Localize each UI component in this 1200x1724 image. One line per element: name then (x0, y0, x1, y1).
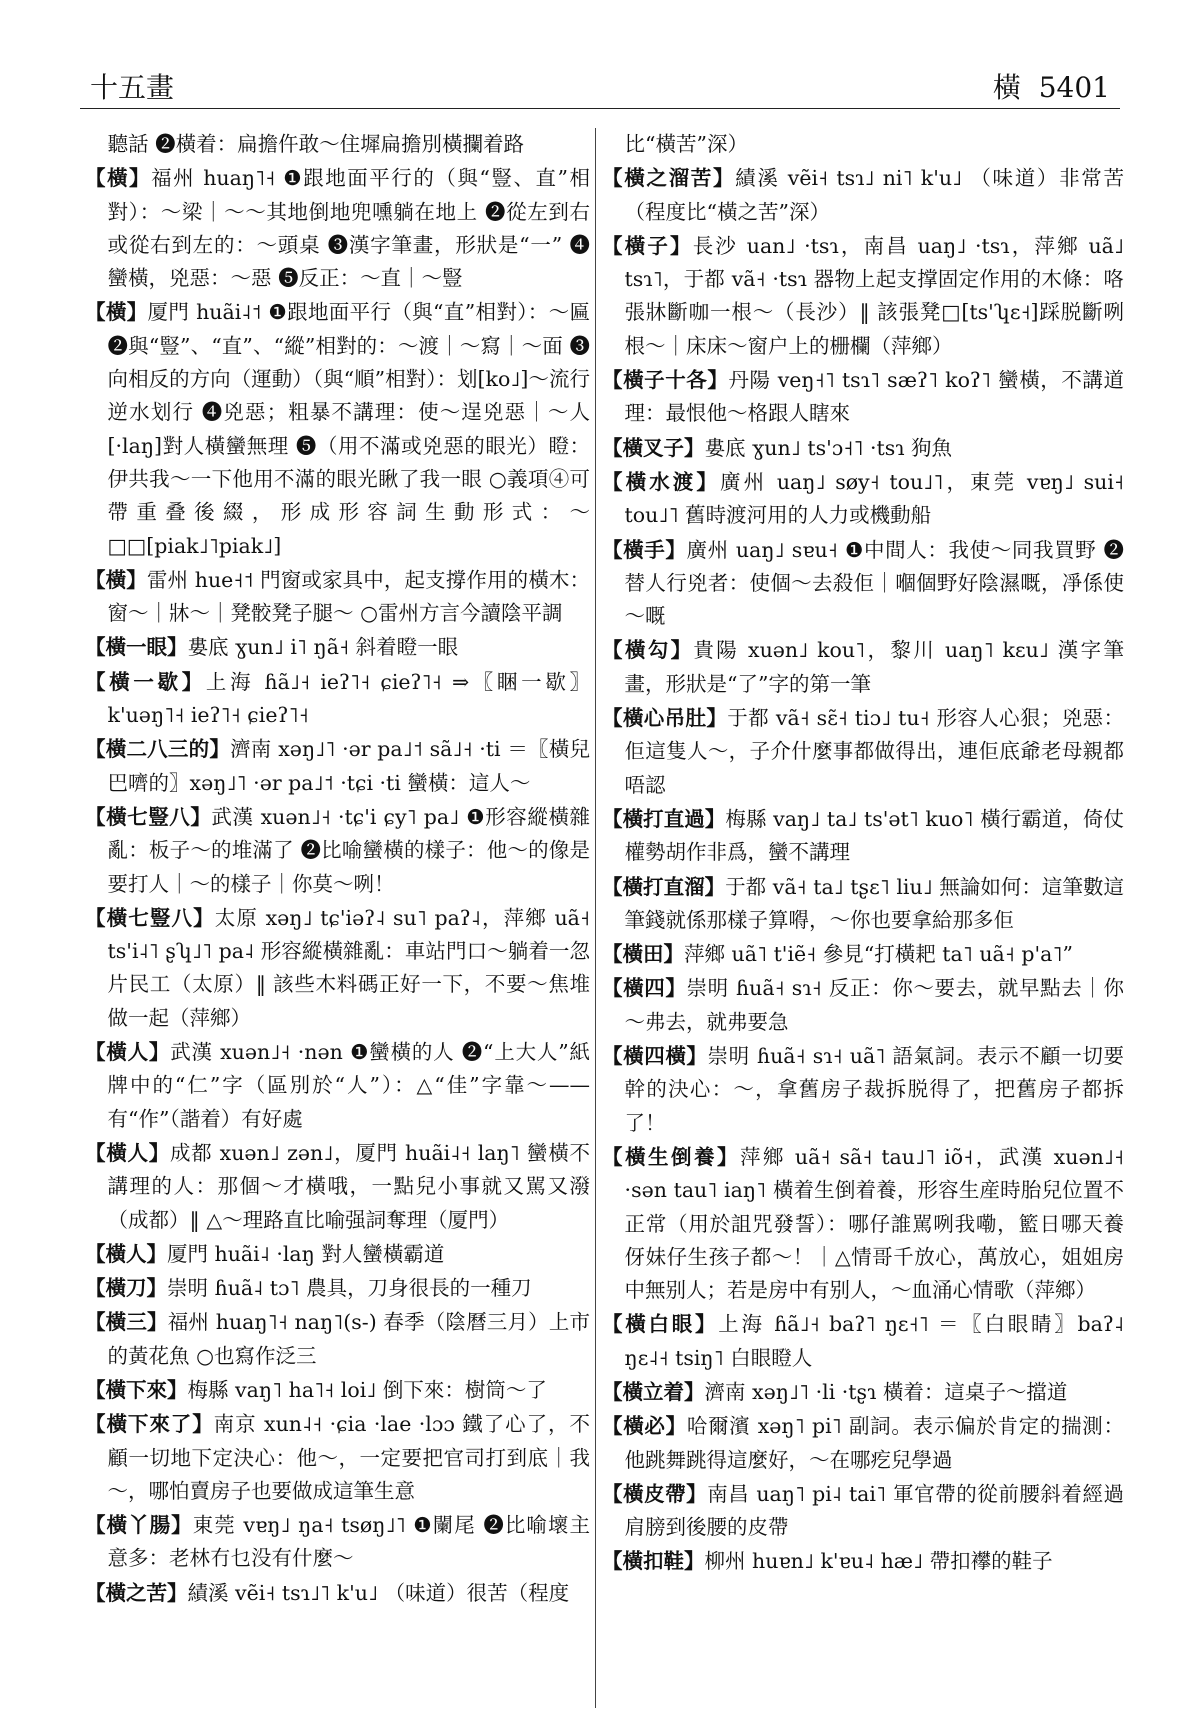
dictionary-entry (602, 162, 1124, 229)
entry-definition: 南昌 uaŋ˥ pi˨ tai˥ 軍官帶的從前腰斜着經過肩膀到後腰的皮帶 (624, 1481, 1124, 1540)
dictionary-entry (602, 128, 1124, 161)
entry-headword: 【橫下來】 (85, 1377, 188, 1402)
entry-definition: 哈爾濱 xəŋ˥ pi˥ 副詞。表示偏於肯定的揣測：他跳舞跳得這麼好，～在哪疙兒學過 (624, 1414, 1124, 1472)
dictionary-entry (602, 1376, 1124, 1409)
dictionary-entry (602, 364, 1124, 431)
entry-headword: 【橫四】 (602, 976, 687, 1001)
dictionary-entry (85, 1238, 590, 1271)
entry-headword: 【橫一眼】 (85, 635, 188, 660)
entry-definition: 崇明 ɦuã˧ sɿ˧ 反正：你～要去，就早點去｜你～弗去，就弗要急 (624, 976, 1124, 1034)
entry-headword: 【橫之苦】 (85, 1580, 188, 1605)
dictionary-entry (602, 938, 1124, 971)
entry-headword: 【橫二八三的】 (85, 737, 231, 762)
entry-headword: 【橫之溜苦】 (602, 166, 736, 191)
entry-definition: 丹陽 veŋ˧˥ tsɿ˥ sæʔ˥ koʔ˥ 蠻橫，不講道理：最恨他～格跟人瞎來 (624, 368, 1124, 426)
entry-headword: 【橫子十各】 (602, 368, 729, 393)
entry-headword: 【橫白眼】 (602, 1312, 719, 1337)
entry-headword: 【橫田】 (602, 942, 684, 967)
entry-definition: 武漢 xuən˩˧ ·tɕ'i ɕy˥ pa˩ ❶形容縱橫雜亂：板子～的堆滿了 ❷比喻蠻橫的樣子：他～的像是要打人｜～的樣子｜你莫～咧！ (107, 804, 590, 896)
dictionary-entry (602, 1410, 1124, 1477)
entry-headword: 【橫手】 (602, 537, 687, 562)
dictionary-entry (602, 534, 1124, 634)
entry-definition: 崇明 ɦuã˨ tɔ˥ 農具，刀身很長的一種刀 (167, 1276, 532, 1301)
dictionary-entry (85, 1509, 590, 1576)
entry-definition: 于都 vã˧ ta˩ tʂɛ˥ liu˩ 無論如何：這筆數這筆錢就係那樣子算嘚，～你也要拿給那多佢 (624, 874, 1124, 932)
entry-definition: 婁底 ɣun˩ ts'ɔ˧˥ ·tsɿ 狗魚 (704, 435, 953, 460)
dictionary-entry (602, 702, 1124, 802)
left-column (85, 128, 590, 1708)
right-column (602, 128, 1124, 1708)
entry-headword: 【橫生倒養】 (602, 1144, 740, 1169)
dictionary-entry (85, 1272, 590, 1305)
running-head-char: 橫 (992, 71, 1021, 104)
entry-headword: 【橫一歇】 (85, 669, 206, 694)
dictionary-entry (602, 230, 1124, 363)
entry-headword: 【橫皮帶】 (602, 1481, 708, 1506)
dictionary-entry (602, 432, 1124, 465)
entry-definition: 上海 ɦã˩˧ baʔ˥ ŋɛ˧˥ ＝〖白眼睛〗baʔ˨ ŋɛ˨˧ tsiŋ˥ 白眼瞪人 (624, 1312, 1124, 1370)
entry-definition: 萍鄉 uã˥ t'iẽ˧ 參見“打橫耙 ta˥ uã˧ p'a˥” (684, 942, 1073, 967)
dictionary-entry (85, 162, 590, 295)
dictionary-entry (602, 1141, 1124, 1307)
entry-definition: 太原 xəŋ˩ tɕ'iəʔ˨ su˥ paʔ˨，萍鄉 uã˧ ts'i˨˥ ʂʮ˩˥ pa˨ 形容縱橫雜亂：車站門口～躺着一忽片民工（太原）‖ 該些木料碼正好一下，不要～焦堆做一起（萍鄉） (107, 905, 590, 1030)
page-header (80, 60, 1120, 109)
entry-definition: 濟南 xəŋ˩˥ ·ər pa˩˦ sã˩˧ ·ti ＝〖橫兒巴嚌的〗xəŋ˩˥ ·ər pa˩˦ ·tɕi ·ti 蠻橫：這人～ (107, 737, 590, 795)
dictionary-entry (85, 1137, 590, 1237)
section-title: 十五畫 (90, 71, 175, 104)
dictionary-entry (85, 296, 590, 562)
entry-headword: 【橫刀】 (85, 1276, 167, 1301)
dictionary-entry (85, 631, 590, 664)
entry-headword: 【橫打直過】 (602, 806, 726, 831)
dictionary-entry (85, 666, 590, 733)
entry-definition: 績溪 vẽi˧ tsɿ˩ ni˥ k'u˩ （味道）非常苦（程度比“橫之苦”深） (624, 166, 1124, 224)
entry-definition: 厦門 huãi˨˦ ❶跟地面平行（與“直”相對）：～匾 ❷與“豎”、“直”、“縱”相對的：～渡｜～寫｜～面 ❸向相反的方向（運動）（與“順”相對）：划[ko˩]～流行逆水划行 ❹兇惡；粗暴不講理：使～逞兇惡｜～人[·laŋ]對人橫蠻無理 ❺（用不滿或兇惡的眼光）瞪：伊共我～一下他用不滿的眼光瞅了我一眼 ○義項④可帶重叠後綴，形成形容詞生動形式：～□□[piak˩˥piak˩] (107, 300, 590, 558)
dictionary-entry (85, 128, 590, 161)
entry-definition: 崇明 ɦuã˧ sɿ˧ uã˥ 語氣詞。表示不顧一切要幹的決心：～，拿舊房子裁拆脱得了，把舊房子都拆了！ (624, 1044, 1124, 1135)
entry-definition: 福州 huaŋ˥˧ naŋ˥(s-) 春季（陰曆三月）上市的黃花魚 ○也寫作泛三 (107, 1310, 590, 1368)
entry-definition: 萍鄉 uã˧ sã˧ tau˩˥ iõ˧，武漢 xuən˩˧ ·sən tau˥ iaŋ˥ 橫着生倒着養，形容生産時胎兒位置不正常（用於詛咒發誓）：哪仔誰駡咧我嘞，籃日哪天養伢妹仔生孩子都～！｜△情哥千放心，萬放心，姐姐房中無别人；若是房中有别人，～血涌心情歌（萍鄉） (624, 1144, 1124, 1303)
entry-definition: 廣州 uaŋ˩ søy˧ tou˩˥，東莞 vɐŋ˩ sui˧ tou˩˥ 舊時渡河用的人力或機動船 (624, 469, 1124, 528)
entry-headword: 【橫七豎八】 (85, 804, 212, 829)
entry-definition: 于都 vã˧ sɛ̃˧ tiɔ˩ tu˧ 形容人心狠；兇惡：佢這隻人～，子介什麼事都做得出，連佢底爺老母親都唔認 (624, 706, 1124, 797)
dictionary-entry (602, 972, 1124, 1039)
entry-definition: 績溪 vẽi˧ tsɿ˩˥ k'u˩ （味道）很苦（程度 (187, 1580, 570, 1605)
entry-headword: 【橫子】 (602, 233, 693, 258)
entry-definition: 上海 ɦã˩˧ ieʔ˥˧ ɕieʔ˥˧ ⇒〖睏一歇〗k'uəŋ˥˧ ieʔ˥˧ ɕieʔ˥˧ (107, 669, 590, 728)
entry-definition: 成都 xuən˩ zən˩，厦門 huãi˨˧ laŋ˥ 蠻橫不講理的人：那個～才橫哦，一點兒小事就又駡又潑（成都）‖ △～理路直比喻强詞奪理（厦門） (107, 1140, 590, 1232)
dictionary-entry (85, 1577, 590, 1610)
entry-headword: 【橫人】 (85, 1140, 170, 1165)
dictionary-entry (85, 1036, 590, 1136)
entry-headword: 【橫扣鞋】 (602, 1549, 705, 1574)
entry-headword: 【橫心吊肚】 (602, 706, 728, 731)
entry-headword: 【橫三】 (85, 1310, 168, 1335)
dictionary-entry (85, 733, 590, 800)
dictionary-entry (85, 1408, 590, 1508)
entry-definition: 福州 huaŋ˥˧ ❶跟地面平行的（與“豎、直”相對）：～梁｜～～其地倒地兜嚑躺在地上 ❷從左到右或從右到左的：～頭桌 ❸漢字筆畫，形狀是“一” ❹蠻橫，兇惡：～惡 ❺反正：～直｜～豎 (107, 166, 590, 291)
dictionary-entry (602, 871, 1124, 938)
dictionary-entry (602, 634, 1124, 701)
entry-headword: 【橫打直溜】 (602, 874, 726, 899)
entry-headword: 【橫叉子】 (602, 435, 705, 460)
dictionary-entry (85, 1306, 590, 1373)
entry-definition: 廣州 uaŋ˩ sɐu˧ ❶中間人：我使～同我買野 ❷替人行兇者：使個～去殺佢｜嗰個野好陰濕嘅，凈係使～嘅 (624, 537, 1124, 629)
entry-definition: 梅縣 vaŋ˩ ta˩ ts'ət˥ kuo˥ 橫行霸道，倚仗權勢胡作非爲，蠻不講理 (624, 806, 1124, 865)
entry-headword: 【橫人】 (85, 1040, 171, 1065)
dictionary-entry (602, 466, 1124, 533)
entry-definition: 濟南 xəŋ˩˥ ·li ·tʂɿ 橫着：這桌子～擋道 (704, 1379, 1068, 1404)
entry-headword: 【橫人】 (85, 1241, 167, 1266)
entry-definition: 柳州 huɐn˩ k'ɐu˨ hæ˩ 帶扣襻的鞋子 (704, 1549, 1053, 1574)
entry-definition: 武漢 xuən˩˧ ·nən ❶蠻橫的人 ❷“上大人”紙牌中的“仁”字（區別於“人”）：△“佳”字靠～——有“作”（諧着）有好處 (107, 1040, 590, 1131)
entry-headword: 【橫七豎八】 (85, 905, 215, 930)
dictionary-entry (602, 1040, 1124, 1140)
entry-definition: 東莞 vɐŋ˩ ŋa˧ tsøŋ˩˥ ❶闌尾 ❷比喻壞主意多：老林冇乜没有什麼～ (107, 1513, 590, 1571)
entry-headword: 【橫】 (85, 300, 148, 325)
entry-headword: 【橫水渡】 (602, 469, 721, 494)
entry-definition: 比“橫苦”深） (624, 132, 749, 156)
dictionary-entry (85, 1374, 590, 1407)
dictionary-entry (85, 801, 590, 901)
column-divider (595, 128, 596, 1708)
entry-headword: 【橫必】 (602, 1414, 687, 1439)
entry-definition: 厦門 huãi˨ ·laŋ 對人蠻橫霸道 (167, 1241, 445, 1266)
entry-definition: 梅縣 vaŋ˥ ha˥˧ loi˩ 倒下來：樹筒～了 (187, 1377, 547, 1402)
entry-headword: 【橫】 (85, 166, 152, 191)
dictionary-entry (602, 803, 1124, 870)
entry-definition: 貴陽 xuən˩ kou˥，黎川 uaŋ˥ kɛu˩ 漢字筆畫，形狀是“了”字的第一筆 (624, 638, 1124, 696)
dictionary-entry (85, 902, 590, 1035)
entry-definition: 雷州 hue˧˦ 門窗或家具中，起支撐作用的橫木：窗～｜牀～｜凳骹凳子腿～ ○雷州方言今讀陰平調 (107, 567, 590, 626)
dictionary-entry (602, 1308, 1124, 1375)
dictionary-entry (602, 1545, 1124, 1578)
entry-definition: 婁底 ɣun˩ i˥ ŋã˧ 斜着瞪一眼 (187, 635, 459, 660)
entry-headword: 【橫丫腸】 (85, 1513, 193, 1538)
entry-definition: 南京 xun˨˧ ·ɕia ·lae ·lɔɔ 鐵了心了，不顧一切地下定決心：他～，一定要把官司打到底｜我～，哪怕賣房子也要做成這筆生意 (107, 1412, 590, 1503)
entry-definition: 聽話 ❷橫着：扁擔仵敢～住墀扁擔別橫攔着路 (107, 132, 525, 156)
dictionary-entry (85, 564, 590, 631)
entry-headword: 【橫勾】 (602, 638, 694, 663)
entry-headword: 【橫立着】 (602, 1379, 705, 1404)
entry-definition: 長沙 uan˩ ·tsɿ，南昌 uaŋ˩ ·tsɿ，萍鄉 uã˩ tsɿ˥，于都 vã˧ ·tsɿ 器物上起支撑固定作用的木條：咯張牀斷咖一根～（長沙）‖ 該張凳□[ts'ʮɛ˧]踩脱斷咧根～｜床床～窗户上的栅欄（萍鄉） (624, 233, 1124, 358)
entry-headword: 【橫四橫】 (602, 1044, 708, 1069)
page-number: 5401 (1038, 71, 1110, 104)
entry-headword: 【橫下來了】 (85, 1412, 214, 1437)
running-head (993, 66, 1110, 106)
entry-headword: 【橫】 (85, 567, 147, 592)
dictionary-entry (602, 1478, 1124, 1545)
